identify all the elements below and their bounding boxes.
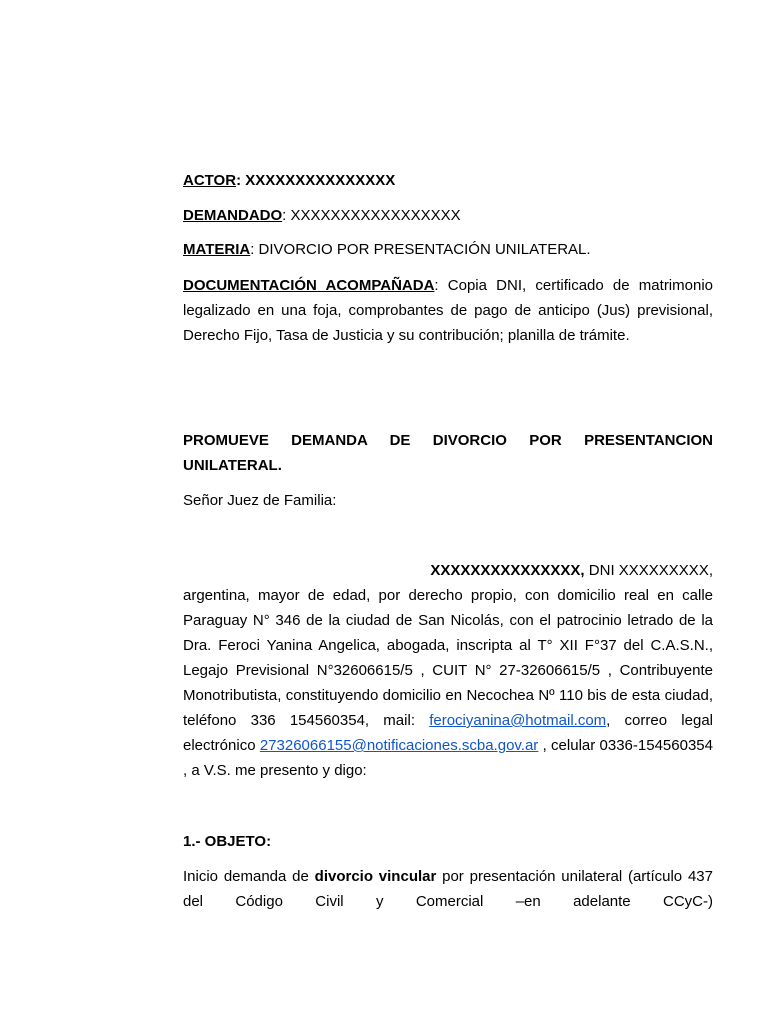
intro-body-part1: argentina, mayor de edad, por derecho propio, con domicilio real en calle Paraguay N° 346 de la ciudad de San Nicolás, con el patrocinio letrado de la Dra. Feroci Yanina Angelica, abogada, inscripta al T° XII F°37 del C.A.S.N., Legajo Previsional N°32606615/5 , CUIT N° 27-32606615/5 , Contribuyente Monotributista, constituyendo domicilio en Necochea Nº 110 bis de esta ciudad, teléfono 336 154560354, mail:: [183, 587, 713, 729]
section-1-text-after: por presentación unilateral (artículo 437 del Código Civil y Comercial –en adelante CCyC-): [183, 868, 713, 910]
intro-name-line: [183, 558, 713, 583]
title-line-2: UNILATERAL.: [183, 457, 282, 474]
documentacion-value: : Copia DNI, certificado de matrimonio legalizado en una foja, comprobantes de pago de anticipo (Jus) previsional, Derecho Fijo, Tasa de Justicia y su contribución; planilla de trámite.: [183, 277, 713, 344]
documentacion-label: DOCUMENTACIÓN ACOMPAÑADA: [183, 277, 435, 294]
demandado-line: [183, 203, 713, 228]
materia-value: : DIVORCIO POR PRESENTACIÓN UNILATERAL.: [250, 241, 591, 258]
intro-body-part2: , correo legal electrónico: [183, 712, 713, 754]
title-line-1: PROMUEVE DEMANDA DE DIVORCIO POR PRESENTANCION: [183, 432, 713, 449]
email-link[interactable]: ferociyanina@hotmail.com: [429, 712, 607, 729]
section-1-text-before: Inicio demanda de: [183, 868, 315, 885]
actor-line: [183, 168, 713, 193]
demandado-colon: :: [282, 207, 291, 224]
intro-paragraph: [183, 583, 713, 783]
documentacion-paragraph: [183, 273, 713, 348]
salutation: Señor Juez de Familia:: [183, 492, 337, 509]
legal-email-link[interactable]: 27326066155@notificaciones.scba.gov.ar: [259, 737, 539, 754]
plaintiff-name: XXXXXXXXXXXXXXX,: [430, 562, 585, 579]
materia-label: MATERIA: [183, 241, 251, 258]
section-1-heading: 1.- OBJETO:: [183, 833, 272, 850]
demandado-value: XXXXXXXXXXXXXXXXX: [290, 207, 461, 224]
actor-value: XXXXXXXXXXXXXXX: [245, 172, 396, 189]
plaintiff-dni: DNI XXXXXXXXX,: [584, 562, 713, 579]
actor-label: ACTOR: [183, 172, 237, 189]
document-title: [183, 428, 713, 478]
section-1-paragraph: [183, 864, 713, 914]
materia-line: [183, 237, 713, 262]
intro-body-part3: , celular 0336-154560354 , a V.S. me presento y digo:: [183, 737, 713, 779]
section-1-text-bold: divorcio vincular: [314, 868, 437, 885]
demandado-label: DEMANDADO: [183, 207, 283, 224]
actor-colon: :: [236, 172, 246, 189]
